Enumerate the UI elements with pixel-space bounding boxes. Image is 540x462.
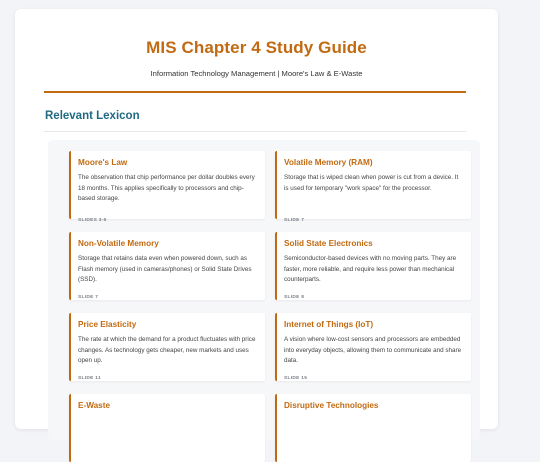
term-card-internet-of-things [275,313,471,381]
term-definition: Semiconductor-based devices with no moving parts. They are faster, more reliable, and require less power than mechanical counterparts. [284,255,457,283]
term-definition: The rate at which the demand for a product fluctuates with price changes. As technology gets cheaper, new markets and uses open up. [78,336,256,364]
page-title: MIS Chapter 4 Study Guide [146,38,367,57]
section-title-lexicon: Relevant Lexicon [45,110,140,122]
term-title: E-Waste [78,401,110,410]
page-header [15,9,498,78]
term-card-moores-law [69,151,265,223]
term-title: Disruptive Technologies [284,401,379,410]
term-card-solid-state-electronics [275,232,471,300]
header-divider [44,91,466,93]
term-card-non-volatile-memory [69,232,265,300]
slide-reference: SLIDE 7 [78,295,99,300]
page-subtitle: Information Technology Management | Moore's Law & E-Waste [150,69,363,78]
term-card-price-elasticity [69,313,265,381]
term-title: Price Elasticity [78,320,137,329]
term-card-disruptive-technologies [275,394,471,462]
term-definition: The observation that chip performance per dollar doubles every 18 months. This applies specifically to processors and chip-based storage. [78,174,255,202]
term-definition: Storage that is wiped clean when power is cut from a device. It is used for temporary "work space" for the processor. [284,174,459,192]
section-divider [44,131,466,132]
slide-reference: SLIDE 8 [284,295,305,300]
term-title: Solid State Electronics [284,239,373,248]
slide-reference: SLIDE 7 [284,218,305,223]
term-card-e-waste [69,394,265,462]
slide-reference: SLIDES 3-5 [78,218,107,223]
term-definition: A vision where low-cost sensors and processors are embedded into everyday objects, allowing them to communicate and share data. [284,336,462,364]
term-title: Non-Volatile Memory [78,239,159,248]
slide-reference: SLIDE 15 [284,376,308,381]
term-title: Internet of Things (IoT) [284,320,374,329]
slide-reference: SLIDE 11 [78,376,101,381]
term-card-volatile-memory [275,151,471,223]
term-definition: Storage that retains data even when powered down, such as Flash memory (used in cameras/phones) or Solid State Drives (SSD). [78,255,252,283]
term-title: Moore's Law [78,158,128,167]
term-title: Volatile Memory (RAM) [284,158,373,167]
